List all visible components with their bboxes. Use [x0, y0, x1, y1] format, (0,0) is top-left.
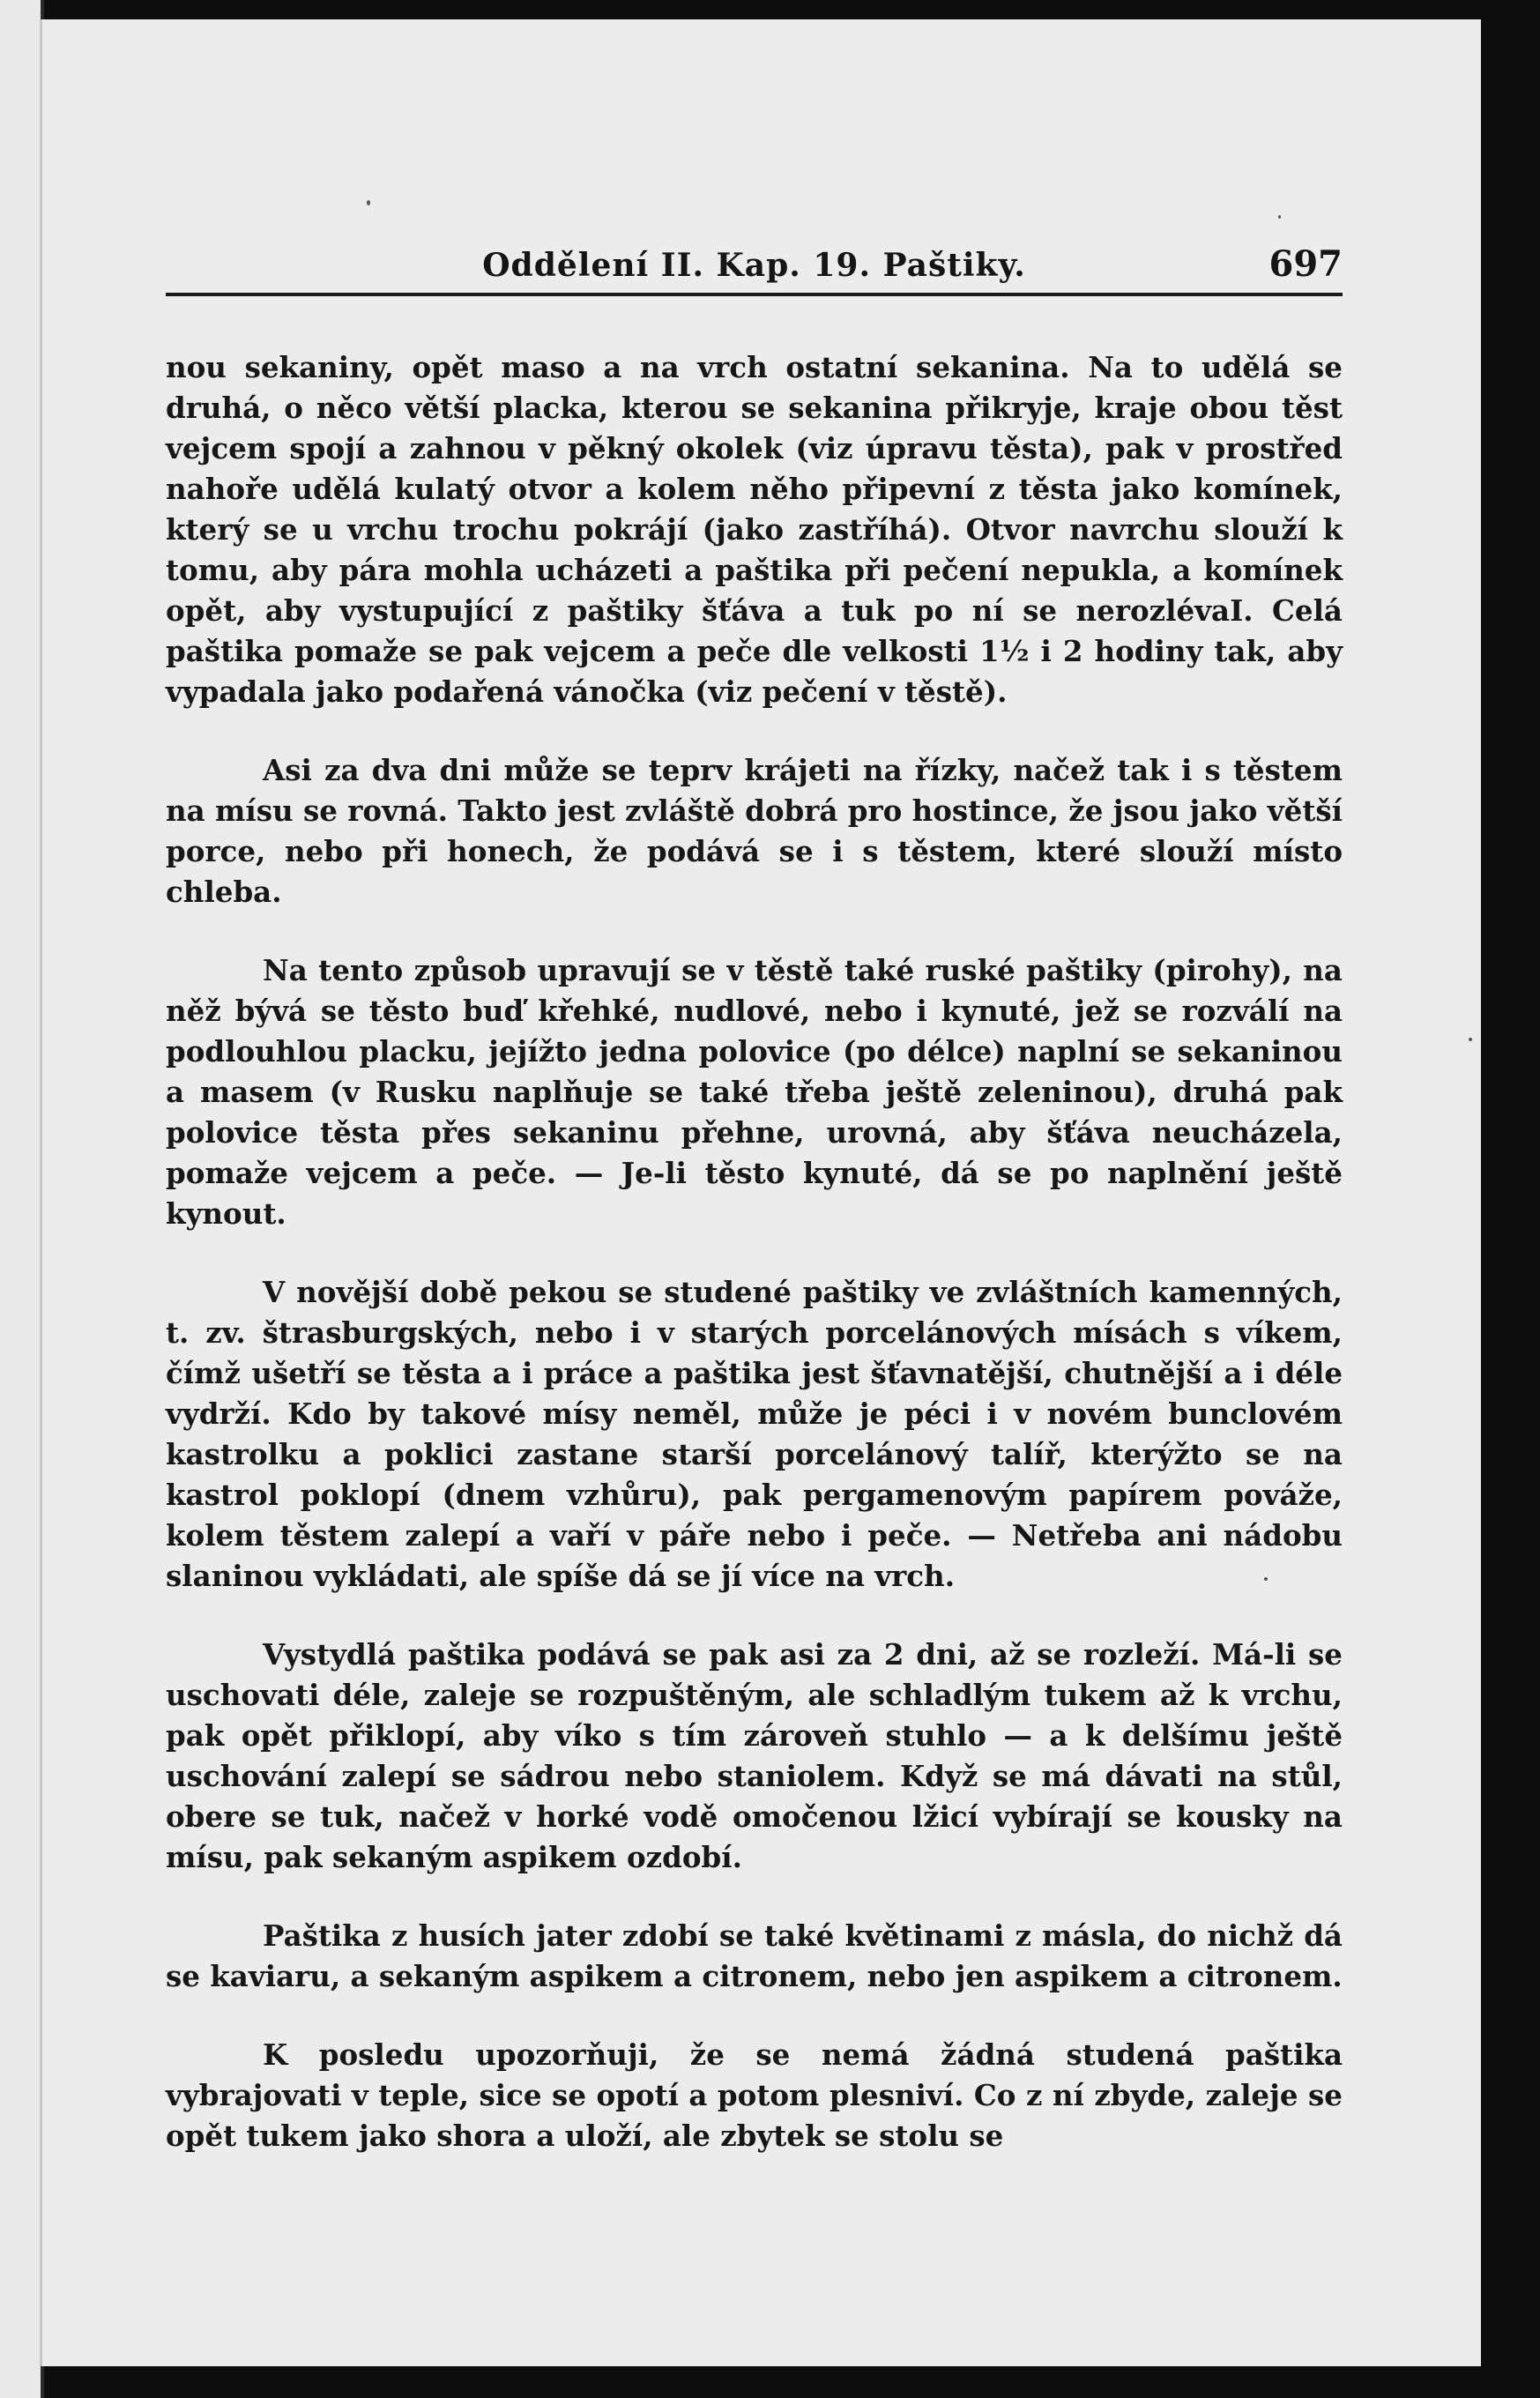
scan-speck [1264, 1577, 1268, 1581]
paragraph-6: Paštika z husích jater zdobí se také květinami z másla, do nichž dá se kaviaru, a sekaným aspikem a citronem, nebo jen aspikem a citronem. [166, 1918, 1343, 1993]
scan-speck [1469, 1038, 1472, 1041]
scan-speck [367, 200, 370, 205]
scan-speck [1278, 215, 1281, 219]
paragraph-7: K posledu upozorňuji, že se nemá žádná studená paštika vybrajovati v teple, sice se opotí a potom plesniví. Co z ní zbyde, zaleje se opět tukem jako shora a uloží, ale zbytek se stolu se [166, 2037, 1343, 2153]
paragraph-5: Vystydlá paštika podává se pak asi za 2 dni, až se rozleží. Má-li se uschovati déle, zaleje se rozpuštěným, ale schladlým tukem až k vrchu, pak opět přiklopí, aby víko s tím zároveň stuhlo — a k delšímu ještě uschování zalepí se sádrou nebo staniolem. Když se má dávati na stůl, obere se tuk, načež v horké vodě omočenou lžicí vybírají se kousky na mísu, pak sekaným aspikem ozdobí. [166, 1637, 1343, 1874]
paragraph-4: V novější době pekou se studené paštiky ve zvláštních kamenných, t. zv. štrasburgských, nebo i v starých porcelánových mísách s víkem, čímž ušetří se těsta a i práce a paštika jest šťavnatější, chutnější a i déle vydrží. Kdo by takové mísy neměl, může je péci i v novém bunclovém kastrolku a poklici zastane starší porcelánový talíř, kterýžto se na kastrol poklopí (dnem vzhůru), pak pergamenovým papírem pováže, kolem těstem zalepí a vaří v páře nebo i peče. — Netřeba ani nádobu slaninou vykládati, ale spíše dá se jí více na vrch. [166, 1275, 1343, 1593]
paragraph-1: nou sekaniny, opět maso a na vrch ostatní sekanina. Na to udělá se druhá, o něco větší placka, kterou se sekanina přikryje, kraje obou těst vejcem spojí a zahnou v pěkný okolek (viz úpravu těsta), pak v prostřed nahoře udělá kulatý otvor a kolem něho připevní z těsta jako komínek, který se u vrchu trochu pokrájí (jako zastříhá). Otvor navrchu slouží k tomu, aby pára mohla ucházeti a paštika při pečení nepukla, a komínek opět, aby vystupující z paštiky šťáva a tuk po ní se nerozlévaI. Celá paštika pomaže se pak vejcem a peče dle velkosti 1½ i 2 hodiny tak, aby vypadala jako podařená vánočka (viz pečení v těstě). [166, 350, 1343, 709]
page-content [166, 231, 1343, 2259]
chapter-heading: Oddělení II. Kap. 19. Paštiky. [482, 247, 1026, 284]
body-text [166, 347, 1343, 2156]
running-head [166, 231, 1343, 296]
paragraph-3: Na tento způsob upravují se v těstě také ruské paštiky (pirohy), na něž bývá se těsto buď křehké, nudlové, nebo i kynuté, jež se rozválí na podlouhlou placku, jejížto jedna polovice (po délce) naplní se sekaninou a masem (v Rusku naplňuje se také třeba ještě zeleninou), druhá pak polovice těsta přes sekaninu přehne, urovná, aby šťáva neucházela, pomaže vejcem a peče. — Je-li těsto kynuté, dá se po naplnění ještě kynout. [166, 953, 1343, 1231]
page-number: 697 [1268, 243, 1343, 285]
book-page [40, 19, 1481, 2366]
paragraph-2: Asi za dva dni může se teprv krájeti na řízky, načež tak i s těstem na mísu se rovná. Takto jest zvláště dobrá pro hostince, že jsou jako větší porce, nebo při honech, že podává se i s těstem, které slouží místo chleba. [166, 753, 1343, 909]
scan-left-edge [0, 0, 44, 2398]
